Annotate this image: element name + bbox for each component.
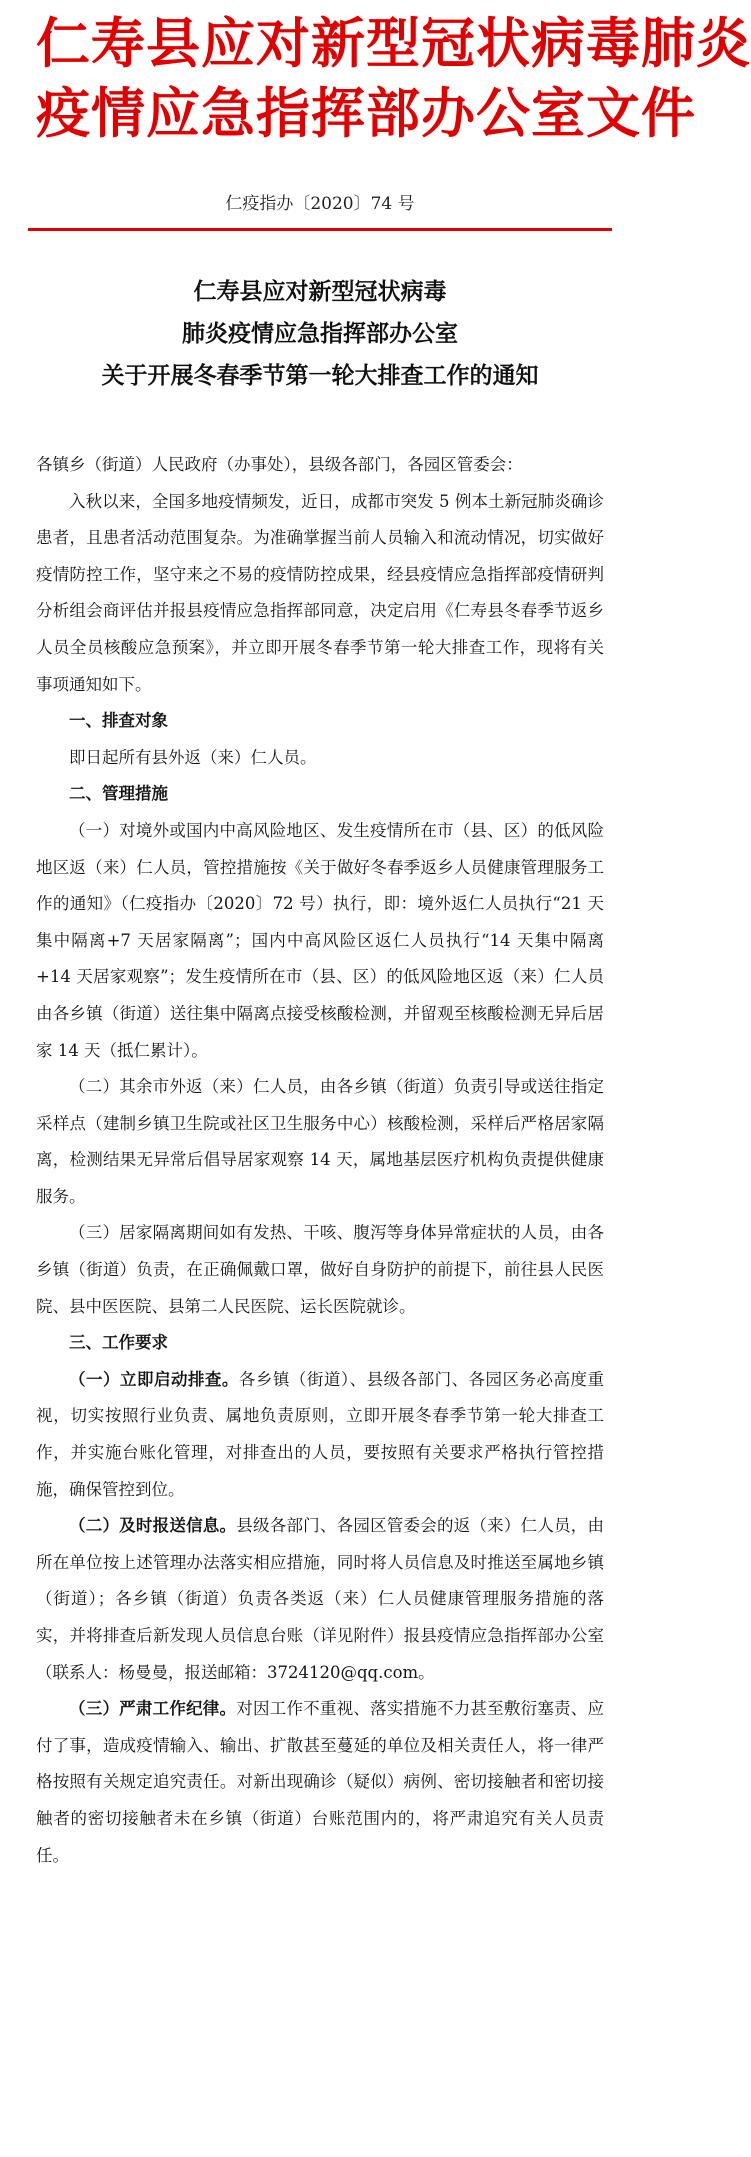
body-paragraph <box>36 1069 604 1215</box>
red-separator-line <box>28 228 612 231</box>
red-masthead <box>36 0 751 148</box>
paragraph-lead: （一）立即启动排查。 <box>69 1369 239 1389</box>
section-heading: 二、管理措施 <box>69 784 168 804</box>
masthead-line-2: 疫情应急指挥部办公室文件 <box>36 81 696 145</box>
body-paragraph <box>36 1691 604 1874</box>
title-line-2: 肺炎疫情应急指挥部办公室 <box>182 320 458 347</box>
paragraph-lead: （三）严肃工作纪律。 <box>69 1699 237 1719</box>
paragraph-text: 对因工作不重视、落实措施不力甚至敷衍塞责、应付了事，造成疫情输入、输出、扩散甚至蔓延的单位及相关责任人，将一律严格按照有关规定追究责任。对新出现确诊（疑似）病例、密切接触者和密切接触者的密切接触者未在乡镇（街道）台账范围内的，将严肃追究有关人员责任。 <box>36 1699 605 1865</box>
body-paragraph <box>36 740 604 777</box>
masthead-line-1: 仁寿县应对新型冠状病毒肺炎 <box>36 11 751 75</box>
paragraph-text: （二）其余市外返（来）仁人员，由各乡镇（街道）负责引导或送往指定采样点（建制乡镇卫生院或社区卫生服务中心）核酸检测，采样后严格居家隔离，检测结果无异常后倡导居家观察 14 天，属地基层医疗机构负责提供健康服务。 <box>36 1077 604 1206</box>
paragraph-text: （一）对境外或国内中高风险地区、发生疫情所在市（县、区）的低风险地区返（来）仁人员，管控措施按《关于做好冬春季返乡人员健康管理服务工作的通知》（仁疫指办〔2020〕72 号）执行，即：境外返仁人员执行“21 天集中隔离+7 天居家隔离”；国内中高风险区返仁人员执行“14 天集中隔离+14 天居家观察”；发生疫情所在市（县、区）的低风险地区返（来）仁人员由各乡镇（街道）送往集中隔离点接受核酸检测，并留观至核酸检测无异后居家 14 天（抵仁累计）。 <box>36 820 604 1060</box>
document-body <box>36 447 604 1874</box>
paragraph-text: （三）居家隔离期间如有发热、干咳、腹泻等身体异常症状的人员，由各乡镇（街道）负责，在正确佩戴口罩，做好自身防护的前提下，前往县人民医院、县中医医院、县第二人民医院、运长医院就诊。 <box>36 1223 604 1316</box>
document-title <box>36 271 604 397</box>
paragraph-lead: （二）及时报送信息。 <box>69 1516 237 1536</box>
document-number: 仁疫指办〔2020〕74 号 <box>225 194 415 214</box>
intro-paragraph: 入秋以来，全国多地疫情频发，近日，成都市突发 5 例本土新冠肺炎确诊患者，且患者活动范围复杂。为准确掌握当前人员输入和流动情况，切实做好疫情防控工作，坚守来之不易的疫情防控成果，经县疫情应急指挥部疫情研判分析组会商评估并报县疫情应急指挥部同意，决定启用《仁寿县冬春季节返乡人员全员核酸应急预案》，并立即开展冬春季节第一轮大排查工作，现将有关事项通知如下。 <box>36 491 604 694</box>
body-paragraph <box>36 813 604 1069</box>
section-heading: 一、排查对象 <box>69 711 168 731</box>
body-paragraph <box>36 1362 604 1508</box>
paragraph-text: 即日起所有县外返（来）仁人员。 <box>69 747 317 767</box>
title-line-1: 仁寿县应对新型冠状病毒 <box>193 278 447 305</box>
section-heading: 三、工作要求 <box>69 1333 168 1353</box>
body-paragraph <box>36 1508 604 1691</box>
paragraph-text: 县级各部门、各园区管委会的返（来）仁人员，由所在单位按上述管理办法落实相应措施，同时将人员信息及时推送至属地乡镇（街道）；各乡镇（街道）负责各类返（来）仁人员健康管理服务措施的落实，并将排查后新发现人员信息台账（详见附件）报县疫情应急指挥部办公室（联系人：杨曼曼，报送邮箱：3724120@qq.com。 <box>36 1516 605 1682</box>
title-line-3: 关于开展冬春季节第一轮大排查工作的通知 <box>101 362 539 389</box>
paragraph-text: 各乡镇（街道）、县级各部门、各园区务必高度重视，切实按照行业负责、属地负责原则，立即开展冬春季节第一轮大排查工作，并实施台账化管理，对排查出的人员，要按照有关要求严格执行管控措施，确保管控到位。 <box>36 1369 605 1499</box>
salutation: 各镇乡（街道）人民政府（办事处），县级各部门，各园区管委会： <box>36 455 523 474</box>
body-paragraph <box>36 1215 604 1325</box>
